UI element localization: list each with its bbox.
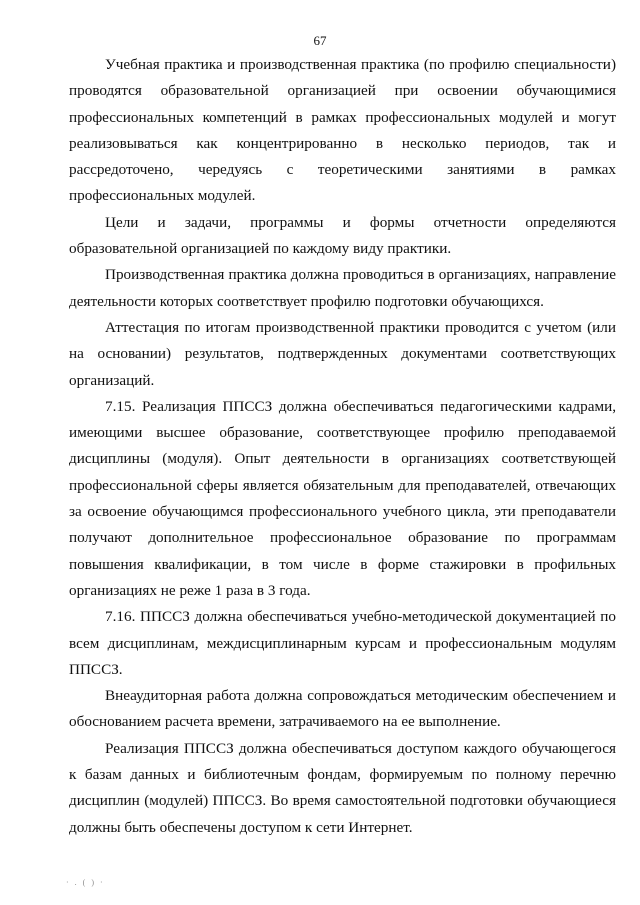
- scan-footer-mark: · . ( ) ·: [66, 878, 105, 887]
- page-number: 67: [313, 33, 327, 48]
- paragraph-practice-organization: Учебная практика и производственная практика (по профилю специальности) проводятся образовательной организацией при освоении обучающимися профессиональных компетенций в рамках профессиональных модулей и могут реализовываться как концентрированно в несколько периодов, так и рассредоточено, чередуясь с теоретическими занятиями в рамках профессиональных модулей.: [69, 56, 616, 205]
- paragraph-practice-goals: Цели и задачи, программы и формы отчетности определяются образовательной организацией по каждому виду практики.: [69, 213, 616, 258]
- paragraph-practice-attestation: Аттестация по итогам производственной практики проводится с учетом (или на основании) результатов, подтвержденных документами соответствующих организаций.: [69, 318, 616, 389]
- paragraph-section-7-16: 7.16. ППССЗ должна обеспечиваться учебно-методической документацией по всем дисциплинам, междисциплинарным курсам и профессиональным модулям ППССЗ.: [69, 608, 616, 678]
- paragraph-section-7-15: 7.15. Реализация ППССЗ должна обеспечиваться педагогическими кадрами, имеющими высшее образование, соответствующее профилю преподаваемой дисциплины (модуля). Опыт деятельности в организациях соответствующей профессиональной сферы является обязательным для преподавателей, отвечающих за освоение обучающимся профессионального учебного цикла, эти преподаватели получают дополнительное профессиональное образование по программам повышения квалификации, в том числе в форме стажировки в профильных организациях не реже 1 раза в 3 года.: [69, 397, 616, 599]
- paragraph-production-practice: Производственная практика должна проводиться в организациях, направление деятельности которых соответствует профилю подготовки обучающихся.: [69, 266, 616, 310]
- paragraph-extracurricular-work: Внеаудиторная работа должна сопровождаться методическим обеспечением и обоснованием расчета времени, затрачиваемого на ее выполнение.: [69, 687, 616, 731]
- document-body: [69, 52, 616, 841]
- paragraph-database-access: Реализация ППССЗ должна обеспечиваться доступом каждого обучающегося к базам данных и библиотечным фондам, формируемым по полному перечню дисциплин (модулей) ППССЗ. Во время самостоятельной подготовки обучающиеся должны быть обеспечены доступом к сети Интернет.: [69, 739, 616, 836]
